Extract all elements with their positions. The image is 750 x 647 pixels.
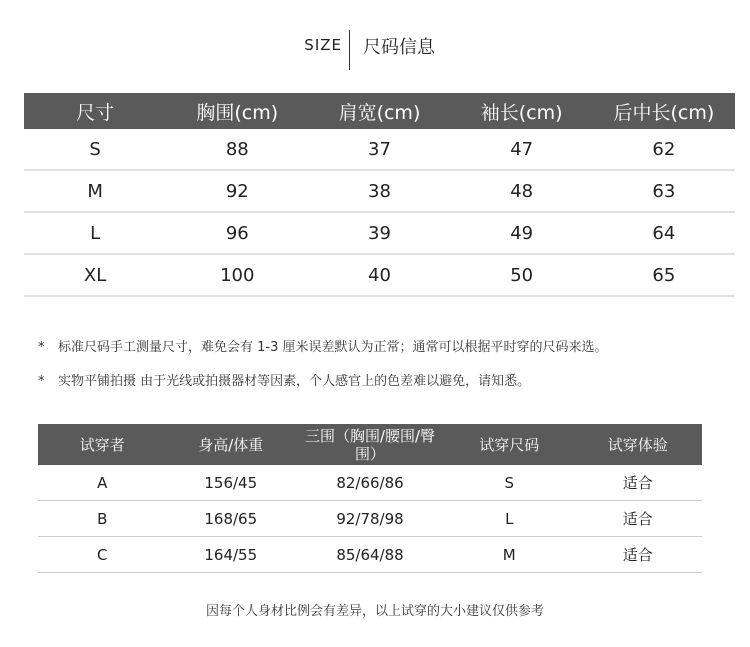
size-cell: XL <box>24 254 166 296</box>
trial-table <box>38 424 702 573</box>
tester-cell: C <box>38 537 167 573</box>
height-weight-cell: 168/65 <box>167 501 296 537</box>
tester-cell: A <box>38 465 167 501</box>
trial-table-header-row <box>38 424 702 465</box>
table-row <box>24 212 735 254</box>
size-col-header: 尺寸 <box>24 93 166 129</box>
length-cell: 62 <box>593 129 735 170</box>
sleeve-cell: 48 <box>451 170 593 212</box>
trial-size-cell: L <box>445 501 574 537</box>
size-cell: L <box>24 212 166 254</box>
header-title-cn: 尺码信息 <box>363 37 435 58</box>
size-col-header: 胸围(cm) <box>166 93 308 129</box>
length-cell: 65 <box>593 254 735 296</box>
note-text: 标准尺码手工测量尺寸，难免会有 1-3 厘米误差默认为正常；通常可以根据平时穿的尺码来选。 <box>58 340 608 355</box>
trial-col-header: 试穿尺码 <box>445 424 574 465</box>
table-row <box>24 254 735 296</box>
trial-col-header: 试穿者 <box>38 424 167 465</box>
fit-cell: 适合 <box>574 465 703 501</box>
sleeve-cell: 47 <box>451 129 593 170</box>
note-bullet: * <box>38 374 45 389</box>
size-col-header: 后中长(cm) <box>593 93 735 129</box>
table-row <box>38 537 702 573</box>
size-col-header: 袖长(cm) <box>451 93 593 129</box>
size-table-header-row <box>24 93 735 129</box>
trial-col-header: 试穿体验 <box>574 424 703 465</box>
table-row <box>24 170 735 212</box>
page-header <box>0 28 750 72</box>
shoulder-cell: 39 <box>308 212 450 254</box>
header-title-en: SIZE <box>304 36 342 54</box>
header-divider <box>349 30 350 70</box>
chest-cell: 88 <box>166 129 308 170</box>
height-weight-cell: 156/45 <box>167 465 296 501</box>
size-col-header: 肩宽(cm) <box>308 93 450 129</box>
shoulder-cell: 38 <box>308 170 450 212</box>
sleeve-cell: 50 <box>451 254 593 296</box>
size-table <box>24 93 735 297</box>
length-cell: 63 <box>593 170 735 212</box>
measurements-cell: 92/78/98 <box>295 501 445 537</box>
chest-cell: 96 <box>166 212 308 254</box>
height-weight-cell: 164/55 <box>167 537 296 573</box>
trial-size-cell: S <box>445 465 574 501</box>
shoulder-cell: 37 <box>308 129 450 170</box>
note-text: 实物平铺拍摄 由于光线或拍摄器材等因素，个人感官上的色差难以避免，请知悉。 <box>58 374 531 389</box>
fit-cell: 适合 <box>574 537 703 573</box>
table-row <box>38 501 702 537</box>
measurements-cell: 82/66/86 <box>295 465 445 501</box>
length-cell: 64 <box>593 212 735 254</box>
table-row <box>24 129 735 170</box>
measurements-cell: 85/64/88 <box>295 537 445 573</box>
fit-cell: 适合 <box>574 501 703 537</box>
trial-size-cell: M <box>445 537 574 573</box>
shoulder-cell: 40 <box>308 254 450 296</box>
chest-cell: 92 <box>166 170 308 212</box>
measurement-note <box>38 336 738 355</box>
tester-cell: B <box>38 501 167 537</box>
size-cell: M <box>24 170 166 212</box>
trial-col-header: 三围（胸围/腰围/臀围） <box>295 424 445 465</box>
trial-col-header: 身高/体重 <box>167 424 296 465</box>
note-bullet: * <box>38 340 45 355</box>
chest-cell: 100 <box>166 254 308 296</box>
size-cell: S <box>24 129 166 170</box>
sleeve-cell: 49 <box>451 212 593 254</box>
table-row <box>38 465 702 501</box>
footer-disclaimer: 因每个人身材比例会有差异，以上试穿的大小建议仅供参考 <box>205 604 544 619</box>
color-note <box>38 370 738 389</box>
